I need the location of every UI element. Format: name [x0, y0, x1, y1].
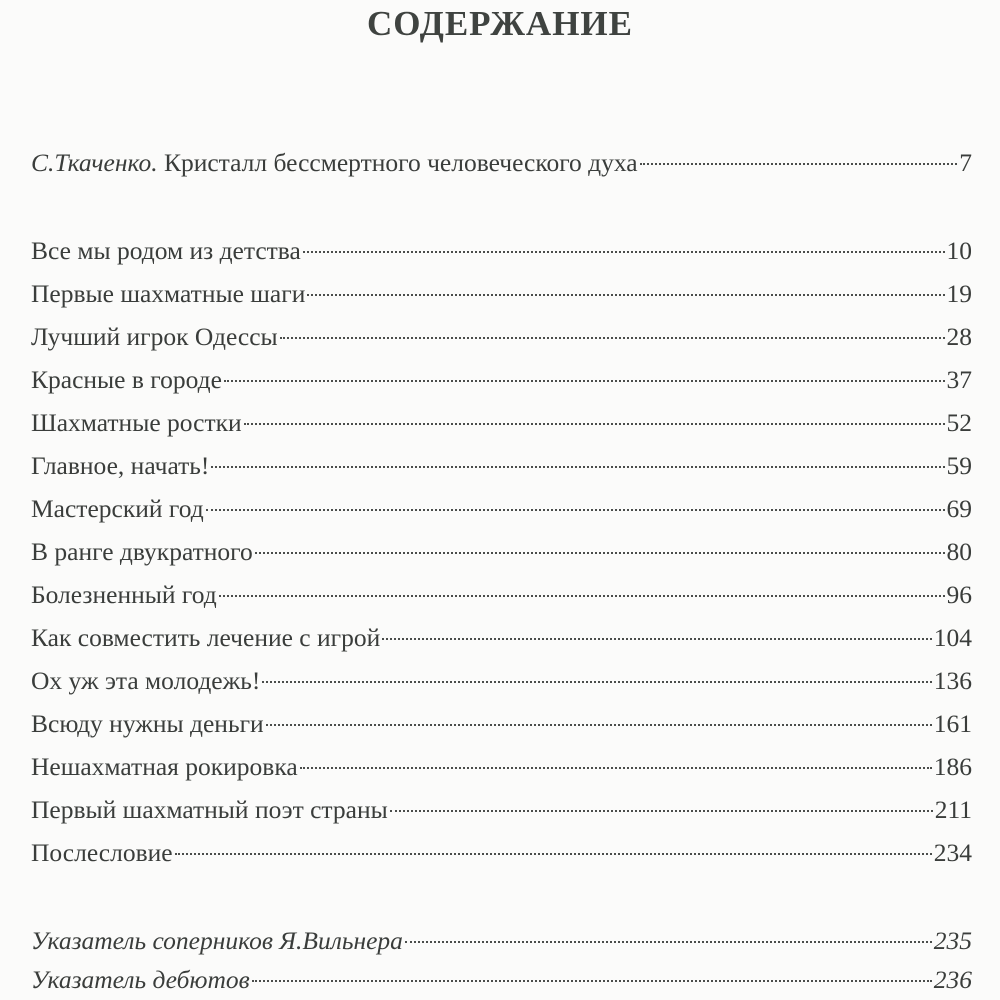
toc-entry-label: Указатель соперников Я.Вильнера: [31, 926, 403, 955]
toc-entry[interactable]: [31, 363, 972, 397]
toc-entry-label: Первые шахматные шаги: [31, 279, 306, 308]
toc-entry-page: 59: [946, 451, 972, 480]
toc-entry[interactable]: [31, 320, 972, 354]
toc-entry-page: 211: [934, 795, 972, 824]
dot-leader: [390, 810, 933, 812]
toc-entry-preface[interactable]: [31, 146, 972, 180]
page-title: СОДЕРЖАНИЕ: [366, 4, 633, 43]
toc-entry-page: 161: [933, 709, 972, 738]
toc-entry-page: 19: [946, 279, 972, 308]
toc-entry-label: Указатель дебютов: [31, 965, 250, 994]
dot-leader: [280, 337, 945, 339]
toc-entry-label: Шахматные ростки: [31, 408, 242, 437]
toc-entry-label: В ранге двукратного: [31, 537, 253, 566]
dot-leader: [640, 163, 958, 165]
toc-entry[interactable]: [31, 836, 972, 870]
dot-leader: [405, 941, 932, 943]
toc-entry[interactable]: [31, 750, 972, 784]
toc-entry-page: 28: [946, 322, 972, 351]
toc-entry-label: Первый шахматный поэт страны: [31, 795, 388, 824]
toc-entry[interactable]: [31, 621, 972, 655]
toc-entry-label: Все мы родом из детства: [31, 236, 301, 265]
toc-entry-page: 136: [933, 666, 972, 695]
toc-entry[interactable]: [31, 664, 972, 698]
toc-entry[interactable]: [31, 492, 972, 526]
dot-leader: [175, 853, 932, 855]
dot-leader: [300, 767, 932, 769]
toc-entry[interactable]: [31, 793, 972, 827]
dot-leader: [206, 509, 945, 511]
toc-entry-label: Послесловие: [31, 838, 173, 867]
toc-entry-page: 69: [946, 494, 972, 523]
dot-leader: [252, 980, 932, 982]
toc-entry-page: 235: [933, 926, 972, 955]
dot-leader: [211, 466, 944, 468]
toc-entry-page: 96: [946, 580, 972, 609]
toc-entry-label: Лучший игрок Одессы: [31, 322, 278, 351]
toc-entry-index[interactable]: [31, 963, 972, 997]
toc-entry-page: 186: [933, 752, 972, 781]
dot-leader: [255, 552, 945, 554]
toc-entry-page: 80: [946, 537, 972, 566]
toc-entry-label: Болезненный год: [31, 580, 217, 609]
toc-entry[interactable]: [31, 707, 972, 741]
dot-leader: [382, 638, 931, 640]
toc-entry-label: Ох уж эта молодежь!: [31, 666, 261, 695]
toc-entry[interactable]: [31, 578, 972, 612]
toc-entry[interactable]: [31, 277, 972, 311]
toc-entry-page: 7: [959, 148, 972, 177]
toc-entry-page: 10: [946, 236, 972, 265]
toc-entry-label: [31, 146, 638, 180]
toc-entry-page: 234: [933, 838, 972, 867]
toc-entry-page: 37: [946, 365, 972, 394]
toc-entry-label: Как совместить лечение с игрой: [31, 623, 381, 652]
toc-entry-label: Главное, начать!: [31, 451, 210, 480]
toc-entry-label: Нешахматная рокировка: [31, 752, 298, 781]
toc-entry[interactable]: [31, 449, 972, 483]
toc-entry-index[interactable]: [31, 924, 972, 958]
dot-leader: [303, 251, 945, 253]
toc-entry-label: Мастерский год: [31, 494, 204, 523]
toc-entry-label: Красные в городе: [31, 365, 222, 394]
dot-leader: [307, 294, 944, 296]
toc-entry[interactable]: [31, 234, 972, 268]
toc-entry-page: 52: [946, 408, 972, 437]
toc-entry-page: 236: [933, 965, 972, 994]
dot-leader: [262, 681, 931, 683]
toc-entry[interactable]: [31, 535, 972, 569]
toc-entry[interactable]: [31, 406, 972, 440]
toc-entry-page: 104: [933, 623, 972, 652]
preface-author: С.Ткаченко.: [31, 148, 158, 177]
preface-title: Кристалл бессмертного человеческого духа: [157, 148, 638, 177]
dot-leader: [266, 724, 932, 726]
dot-leader: [244, 423, 945, 425]
dot-leader: [224, 380, 945, 382]
toc-entry-label: Всюду нужны деньги: [31, 709, 264, 738]
dot-leader: [219, 595, 945, 597]
